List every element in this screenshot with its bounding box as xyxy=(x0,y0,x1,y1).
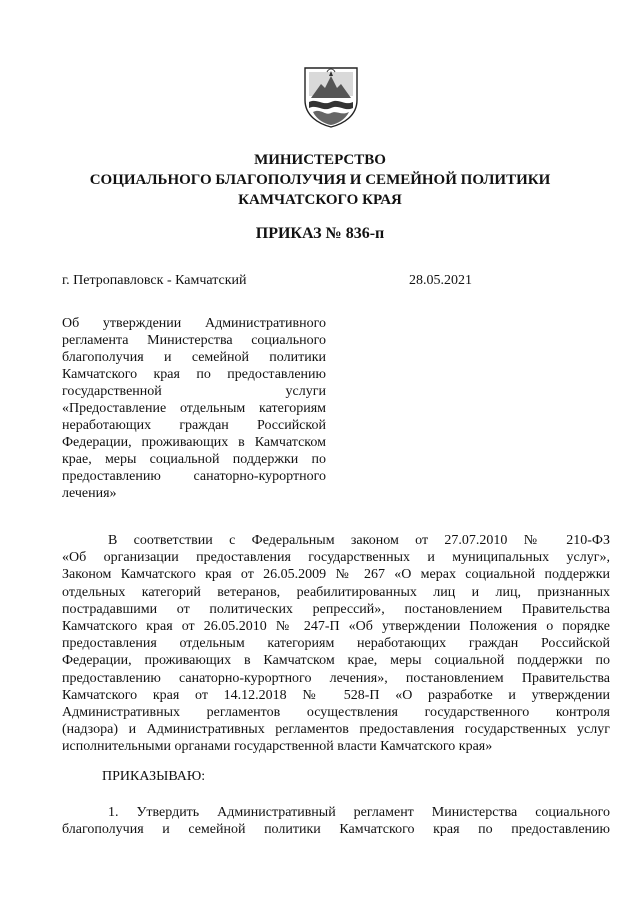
preamble-line: Административных регламентов осуществления государственного контроля xyxy=(62,705,610,721)
subject-line: Камчатского края по предоставлению xyxy=(62,367,326,382)
order-subject xyxy=(62,315,326,502)
subject-line: благополучия и семейной политики xyxy=(62,350,326,365)
kamchatka-coat-of-arms-icon xyxy=(303,66,359,128)
order-title: ПРИКАЗ № 836-п xyxy=(255,225,385,242)
item-line: благополучия и семейной политики Камчатского края по предоставлению xyxy=(62,822,610,838)
preamble-line: предоставления отдельным категориям неработающих граждан Российской xyxy=(62,636,610,652)
subject-line: лечения» xyxy=(62,486,117,501)
order-date: 28.05.2021 xyxy=(409,273,472,288)
preamble-line: исполнительными органами государственной власти Камчатского края» xyxy=(62,739,493,755)
order-place: г. Петропавловск - Камчатский xyxy=(62,273,247,288)
subject-line: государственной услуги xyxy=(62,384,326,399)
ministry-line: МИНИСТЕРСТВО xyxy=(254,152,386,168)
subject-line: предоставлению санаторно-курортного xyxy=(62,469,326,484)
subject-line: Федерации, проживающих в Камчатском xyxy=(62,435,326,450)
subject-line: Об утверждении Административного xyxy=(62,316,326,331)
preamble-line: Камчатского края от 14.12.2018 № 528-П «О разработке и утверждении xyxy=(62,687,610,703)
preamble-line: (надзора) и Административных регламентов предоставления государственных услуг xyxy=(62,722,610,738)
ministry-line: СОЦИАЛЬНОГО БЛАГОПОЛУЧИЯ И СЕМЕЙНОЙ ПОЛИТИКИ xyxy=(89,172,551,188)
subject-line: крае, меры социальной поддержки по xyxy=(62,452,326,467)
preamble-line: пострадавшими от политических репрессий», постановлением Правительства xyxy=(62,601,610,617)
preamble-line: «Об организации предоставления государственных и муниципальных услуг», xyxy=(62,550,610,566)
preamble-line: В соответствии с Федеральным законом от 27.07.2010 № 210-ФЗ xyxy=(108,533,610,548)
subject-line: регламента Министерства социального xyxy=(62,333,326,348)
preamble-line: отдельных категорий ветеранов, реабилитированных лиц и лиц, признанных xyxy=(62,584,610,600)
preamble-line: Законом Камчатского края от 26.05.2009 № 267 «О мерах социальной поддержки xyxy=(62,567,610,583)
ministry-name xyxy=(0,150,640,210)
subject-line: неработающих граждан Российской xyxy=(62,418,326,433)
preamble-line: предоставлению санаторно-курортного лечения», постановлением Правительства xyxy=(62,670,610,686)
ministry-line: КАМЧАТСКОГО КРАЯ xyxy=(238,192,402,208)
preamble-line: Камчатского края от 26.05.2010 № 247-П «Об утверждении Положения о порядке xyxy=(62,619,610,635)
item-1-paragraph xyxy=(62,804,610,838)
preamble-line: Федерации, проживающих в Камчатском крае, меры социальной поддержки по xyxy=(62,653,610,669)
preamble-paragraph xyxy=(62,532,610,756)
item-line: 1. Утвердить Административный регламент Министерства социального xyxy=(108,805,610,820)
subject-line: «Предоставление отдельным категориям xyxy=(62,401,326,416)
decree-word: ПРИКАЗЫВАЮ: xyxy=(102,769,206,784)
